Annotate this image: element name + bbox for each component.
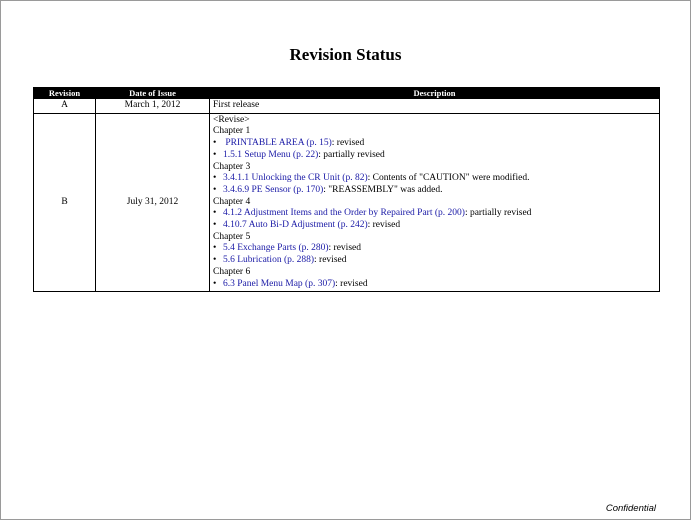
description-bullet-item bbox=[213, 243, 656, 255]
revision-cell: A bbox=[34, 99, 96, 114]
description-cell: First release bbox=[210, 99, 660, 114]
bullet-icon: • bbox=[213, 184, 217, 195]
date-cell: March 1, 2012 bbox=[96, 99, 210, 114]
description-cell bbox=[210, 113, 660, 292]
bullet-icon: • bbox=[213, 243, 217, 254]
revision-note: : "REASSEMBLY" was added. bbox=[323, 184, 443, 195]
description-bullet-item bbox=[213, 138, 656, 150]
table-row bbox=[34, 113, 660, 292]
description-bullet-item bbox=[213, 255, 656, 267]
description-bullet-item bbox=[213, 150, 656, 162]
table-row bbox=[34, 99, 660, 114]
revision-note: : revised bbox=[331, 138, 365, 149]
revision-note: : Contents of "CAUTION" were modified. bbox=[367, 173, 530, 184]
bullet-icon: • bbox=[213, 149, 217, 160]
bullet-icon: • bbox=[213, 138, 217, 149]
description-bullet-item bbox=[213, 220, 656, 232]
bullet-icon: • bbox=[213, 208, 217, 219]
description-text-line: Chapter 1 bbox=[213, 126, 251, 137]
section-link[interactable]: 4.1.2 Adjustment Items and the Order by Repaired Part (p. 200) bbox=[223, 208, 465, 219]
revision-note: : revised bbox=[367, 220, 401, 231]
header-description: Description bbox=[210, 88, 660, 99]
section-link[interactable]: 5.6 Lubrication (p. 288) bbox=[223, 255, 315, 266]
header-revision: Revision bbox=[34, 88, 96, 99]
description-bullet-item bbox=[213, 185, 656, 197]
section-link[interactable]: 4.10.7 Auto Bi-D Adjustment (p. 242) bbox=[223, 220, 368, 231]
table-header-row bbox=[34, 88, 660, 99]
bullet-icon: • bbox=[213, 220, 217, 231]
section-link[interactable]: 3.4.6.9 PE Sensor (p. 170) bbox=[223, 184, 324, 195]
section-link[interactable]: 5.4 Exchange Parts (p. 280) bbox=[223, 243, 329, 254]
description-text-line: Chapter 4 bbox=[213, 196, 251, 207]
section-link[interactable]: 6.3 Panel Menu Map (p. 307) bbox=[223, 278, 336, 289]
page-title: Revision Status bbox=[289, 45, 402, 64]
revision-table bbox=[33, 87, 660, 292]
description-bullet-item bbox=[213, 173, 656, 185]
description-bullet-item bbox=[213, 208, 656, 220]
description-text-line: <Revise> bbox=[213, 114, 250, 125]
description-text-line: Chapter 3 bbox=[213, 161, 251, 172]
section-link[interactable]: PRINTABLE AREA (p. 15) bbox=[223, 138, 332, 149]
revision-note: : partially revised bbox=[318, 149, 385, 160]
description-text-line: Chapter 6 bbox=[213, 266, 251, 277]
section-link[interactable]: 1.5.1 Setup Menu (p. 22) bbox=[223, 149, 319, 160]
description-bullet-item bbox=[213, 279, 656, 291]
bullet-icon: • bbox=[213, 173, 217, 184]
confidential-footer: Confidential bbox=[605, 503, 656, 514]
date-cell: July 31, 2012 bbox=[96, 113, 210, 292]
revision-note: : revised bbox=[328, 243, 361, 254]
revision-note: : partially revised bbox=[464, 208, 532, 219]
revision-note: : revised bbox=[335, 278, 368, 289]
description-text-line: Chapter 5 bbox=[213, 231, 251, 242]
header-date-of-issue: Date of Issue bbox=[96, 88, 210, 99]
bullet-icon: • bbox=[213, 255, 217, 266]
bullet-icon: • bbox=[213, 278, 217, 289]
revision-note: : revised bbox=[314, 255, 347, 266]
section-link[interactable]: 3.4.1.1 Unlocking the CR Unit (p. 82) bbox=[223, 173, 368, 184]
revision-cell: B bbox=[34, 113, 96, 292]
